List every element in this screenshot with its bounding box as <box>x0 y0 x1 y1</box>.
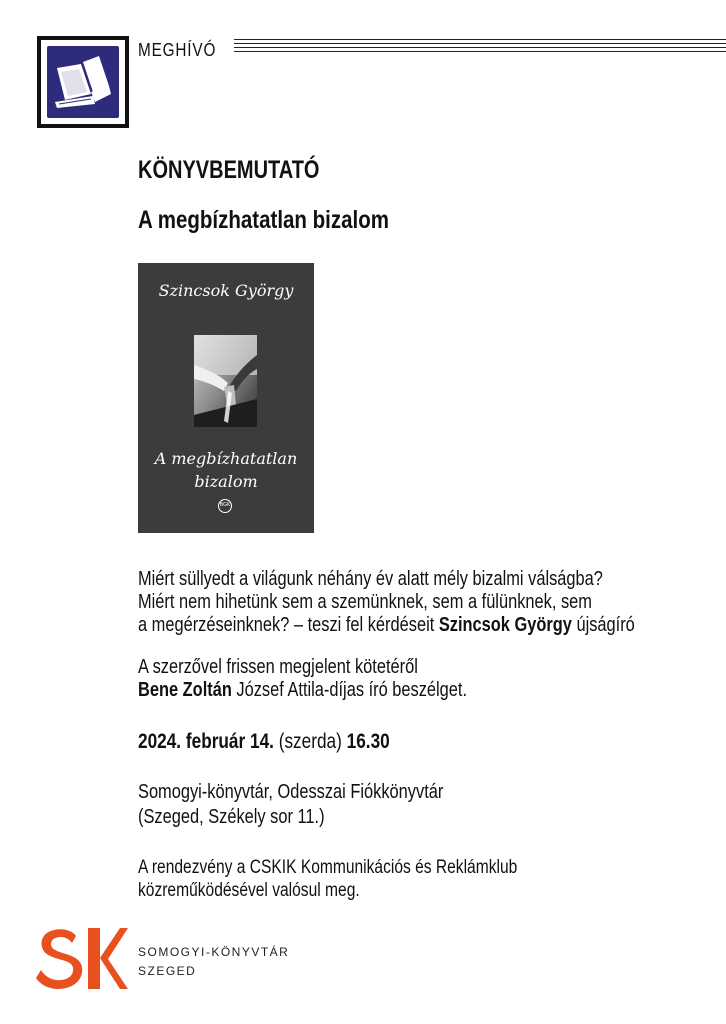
moderator-line2-suffix: József Attila-díjas író beszélget. <box>231 679 468 701</box>
description-line3-prefix: a megérzéseinknek? – teszi fel kérdéseit <box>138 614 439 636</box>
description-line2: Miért nem hihetünk sem a szemünknek, sem a fülünknek, sem <box>138 591 592 613</box>
description-line1: Miért süllyedt a világunk néhány év alatt mély bizalmi válságba? <box>138 568 603 590</box>
event-datetime <box>138 731 390 753</box>
venue-line2: (Szeged, Székely sor 11.) <box>138 806 325 828</box>
moderator-line2 <box>138 679 467 701</box>
library-name <box>138 943 289 981</box>
cover-author: Szincsok György <box>158 281 294 300</box>
book-cover <box>138 263 314 533</box>
venue-line1: Somogyi-könyvtár, Odesszai Fiókkönyvtár <box>138 781 444 803</box>
book-icon <box>47 46 119 118</box>
event-title: A megbízhatatlan bizalom <box>138 206 389 234</box>
cover-title <box>138 447 314 493</box>
publisher-badge: BGK <box>218 499 232 513</box>
moderator-line1: A szerzővel frissen megjelent kötetéről <box>138 656 418 678</box>
header-rule <box>234 39 726 59</box>
moderator-name: Bene Zoltán <box>138 679 232 701</box>
event-time: 16.30 <box>346 730 390 753</box>
cover-title-line2: bizalom <box>194 472 258 491</box>
organizer-line2: közreműködésével valósul meg. <box>138 880 360 901</box>
organizer-line1: A rendezvény a CSKIK Kommunikációs és Reklámklub <box>138 857 518 878</box>
header-logo <box>37 36 129 128</box>
library-name-line1: SOMOGYI-KÖNYVTÁR <box>138 945 290 959</box>
library-name-line2: SZEGED <box>138 964 197 978</box>
description-line3-suffix: újságíró <box>571 614 635 636</box>
cover-photo <box>194 335 257 427</box>
event-weekday: (szerda) <box>273 730 347 753</box>
author-name: Szincsok György <box>438 614 572 636</box>
event-kind: KÖNYVBEMUTATÓ <box>138 156 320 184</box>
header-label: MEGHÍVÓ <box>138 40 217 60</box>
sk-logo <box>36 928 128 990</box>
cover-title-line1: A megbízhatatlan <box>154 449 298 468</box>
description-line3 <box>138 614 635 636</box>
event-date: 2024. február 14. <box>138 730 274 753</box>
